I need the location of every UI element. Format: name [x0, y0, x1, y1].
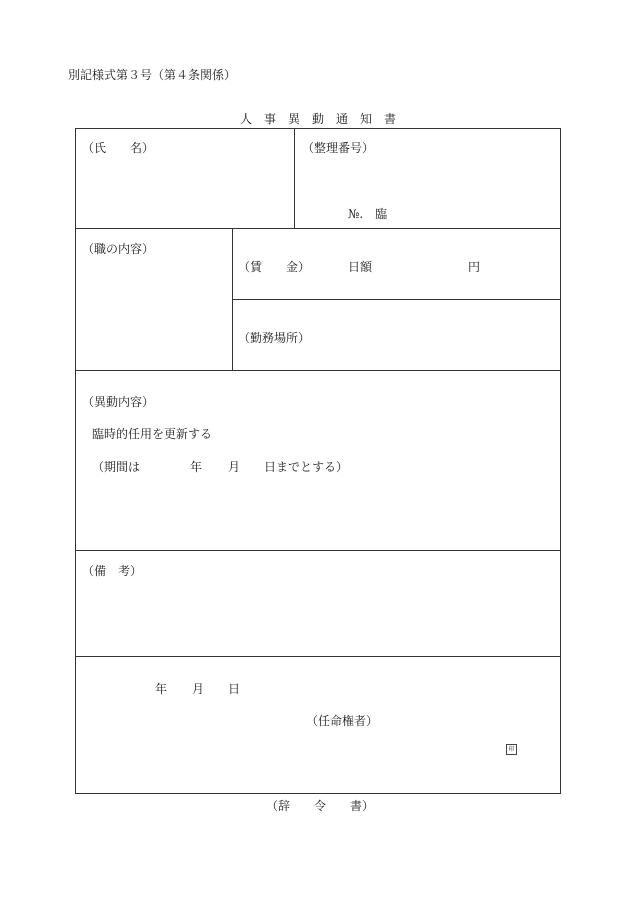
divider-row-1 — [75, 228, 561, 229]
divider-job-wage — [232, 228, 233, 370]
date-year: 年 — [155, 682, 168, 696]
footer-note: （辞 令 書） — [266, 799, 375, 813]
period-open: （期間は — [92, 460, 141, 474]
serial-value: №. 臨 — [348, 207, 388, 221]
period-year: 年 — [190, 460, 203, 474]
name-label: （氏 名） — [82, 141, 155, 155]
date-day: 日 — [228, 682, 241, 696]
border-bottom — [75, 793, 561, 794]
change-label: （異動内容） — [82, 395, 155, 409]
remarks-label: （備 考） — [82, 564, 143, 578]
divider-row-4 — [75, 656, 561, 657]
wage-daily: 日額 — [348, 260, 373, 274]
period-until: 日までとする） — [264, 460, 349, 474]
period-month: 月 — [228, 460, 241, 474]
job-label: （職の内容） — [82, 242, 155, 256]
change-text: 臨時的任用を更新する — [92, 427, 213, 441]
seal-mark: 印 — [506, 744, 517, 755]
serial-label: （整理番号） — [302, 141, 375, 155]
document-title: 人 事 異 動 通 知 書 — [240, 112, 397, 126]
wage-unit: 円 — [468, 260, 481, 274]
form-id: 別記様式第３号（第４条関係） — [68, 68, 237, 82]
wage-label: （賃 金） — [238, 260, 311, 274]
divider-row-3 — [75, 550, 561, 551]
divider-name-serial — [294, 128, 295, 228]
divider-wage-workplace — [232, 299, 561, 300]
date-month: 月 — [192, 682, 205, 696]
border-top — [75, 128, 561, 129]
workplace-label: （勤務場所） — [238, 331, 311, 345]
appointer-label: （任命権者） — [306, 714, 379, 728]
divider-row-2 — [75, 370, 561, 371]
